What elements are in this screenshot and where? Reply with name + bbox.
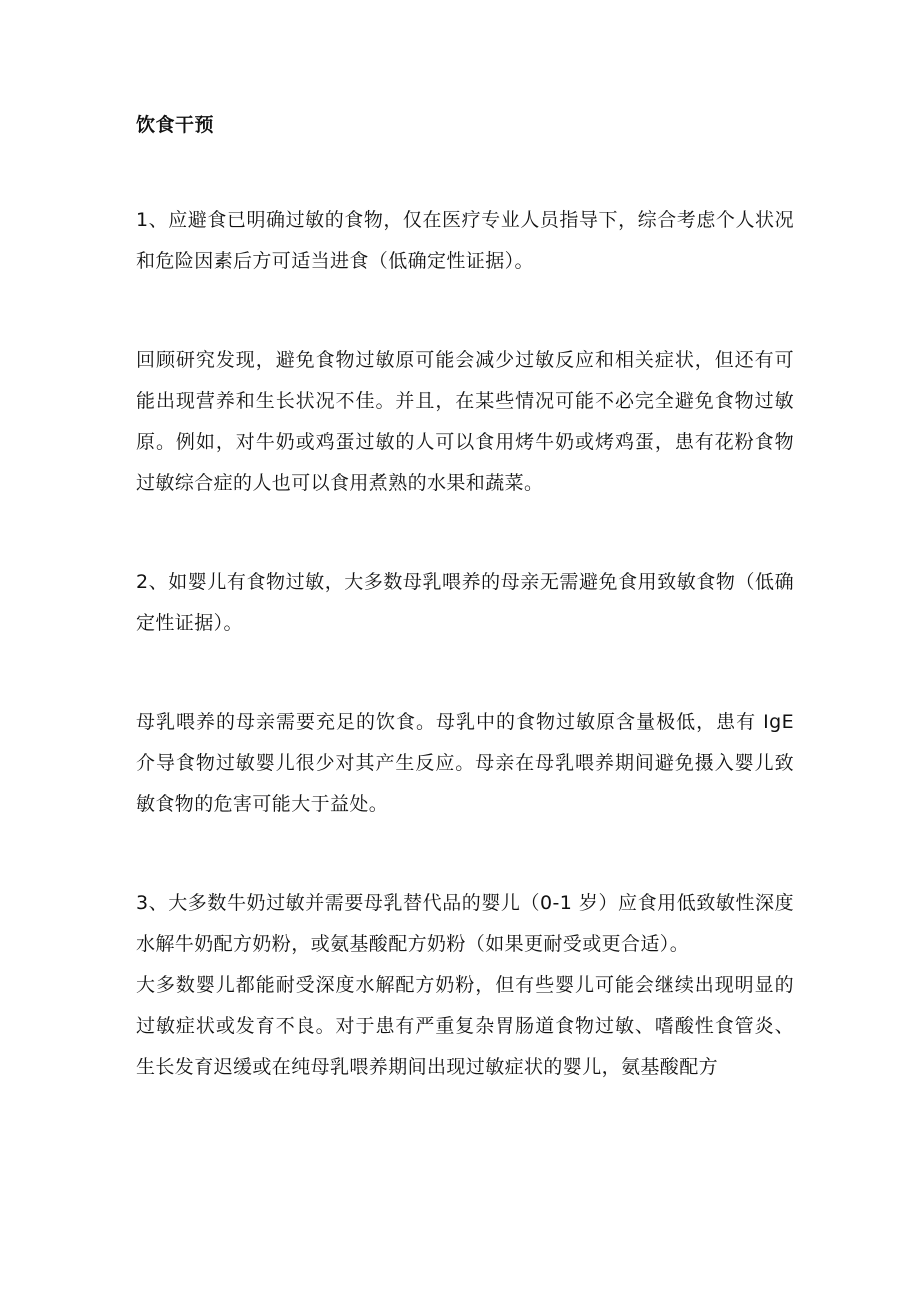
explanation-3: 大多数婴儿都能耐受深度水解配方奶粉，但有些婴儿可能会继续出现明显的过敏症状或发育不良。对于患有严重复杂胃肠道食物过敏、嗜酸性食管炎、生长发育迟缓或在纯母乳喂养期间出现过敏症状的婴儿，氨基酸配方 bbox=[136, 974, 794, 1078]
recommendation-1: 1、应避食已明确过敏的食物，仅在医疗专业人员指导下，综合考虑个人状况和危险因素后方可适当进食（低确定性证据）。 bbox=[136, 209, 794, 272]
explanation-2: 母乳喂养的母亲需要充足的饮食。母乳中的食物过敏原含量极低，患有 IgE 介导食物过敏婴儿很少对其产生反应。母亲在母乳喂养期间避免摄入婴儿致敏食物的危害可能大于益处。 bbox=[136, 711, 794, 815]
document-body bbox=[136, 108, 794, 1088]
recommendation-3: 3、大多数牛奶过敏并需要母乳替代品的婴儿（0-1 岁）应食用低致敏性深度水解牛奶配方奶粉，或氨基酸配方奶粉（如果更耐受或更合适）。 bbox=[136, 892, 794, 955]
section-heading: 饮食干预 bbox=[136, 114, 215, 136]
recommendation-2: 2、如婴儿有食物过敏，大多数母乳喂养的母亲无需避免食用致敏食物（低确定性证据）。 bbox=[136, 571, 794, 634]
explanation-1: 回顾研究发现，避免食物过敏原可能会减少过敏反应和相关症状，但还有可能出现营养和生长状况不佳。并且，在某些情况可能不必完全避免食物过敏原。例如，对牛奶或鸡蛋过敏的人可以食用烤牛奶或烤鸡蛋，患有花粉食物过敏综合症的人也可以食用煮熟的水果和蔬菜。 bbox=[136, 349, 794, 494]
